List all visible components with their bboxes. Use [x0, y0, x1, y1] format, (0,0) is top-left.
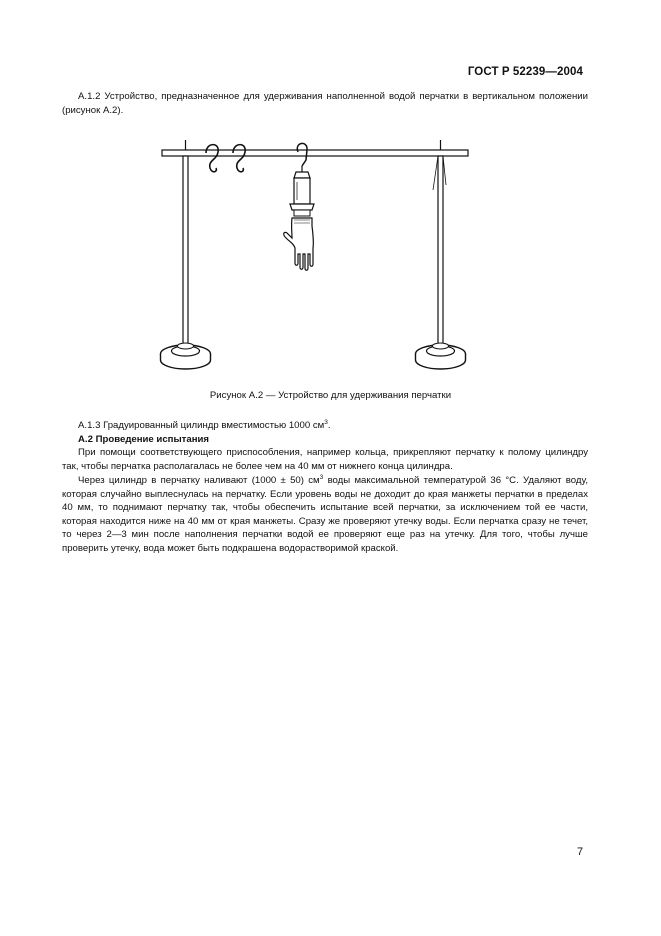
p2-superscript: 3 [319, 474, 324, 481]
section-heading-a2: А.2 Проведение испытания [78, 434, 209, 445]
paragraph-a12: А.1.2 Устройство, предназначенное для удерживания наполненной водой перчатки в вертикальном положении (рисунок А.2). [62, 91, 588, 116]
paragraph-procedure-2 [62, 474, 588, 556]
right-post [438, 156, 443, 344]
p2-rest: воды максимальной температурой 36 °С. Удаляют воду, которая случайно выплеснулась на перчатку. Если уровень воды не доходит до края манжеты перчатки в пределах 40 мм, то поднимают перчатку так, чтобы обеспечить испытание всей перчатки, за исключением той ее части, которая находится ниже на 40 мм от края манжеты. Сразу же проверяют утечку воды. Если перчатка сразу не течет, то через 2—3 мин после наполнения перчатки водой ее проверяют еще раз на утечку. Для того, чтобы лучше проверить утечку, вода может быть подкрашена водорастворимой краской. [62, 475, 588, 554]
p2-start: Через цилиндр в перчатку наливают (1000 ± 50) см [78, 475, 320, 486]
paragraph-procedure-1: При помощи соответствующего приспособления, например кольца, прикрепляют перчатку к полому цилиндру так, чтобы перчатка располагалась не более чем на 40 мм от нижнего конца цилиндра. [62, 447, 588, 472]
a13-superscript: 3 [324, 419, 328, 426]
a13-text: А.1.3 Градуированный цилиндр вместимостью 1000 см [78, 420, 325, 431]
right-base [416, 343, 466, 369]
document-number: ГОСТ Р 52239—2004 [467, 66, 583, 78]
paragraph-a13 [62, 419, 588, 433]
crossbar [162, 150, 468, 156]
s-hook [206, 145, 245, 172]
page-number: 7 [577, 846, 584, 858]
cylinder-with-glove [284, 143, 314, 270]
figure-caption: Рисунок А.2 — Устройство для удерживания перчатки [209, 390, 452, 401]
left-base [161, 343, 211, 369]
a13-end: . [327, 420, 331, 431]
left-post [183, 156, 188, 344]
glove-holder-figure [150, 130, 490, 380]
